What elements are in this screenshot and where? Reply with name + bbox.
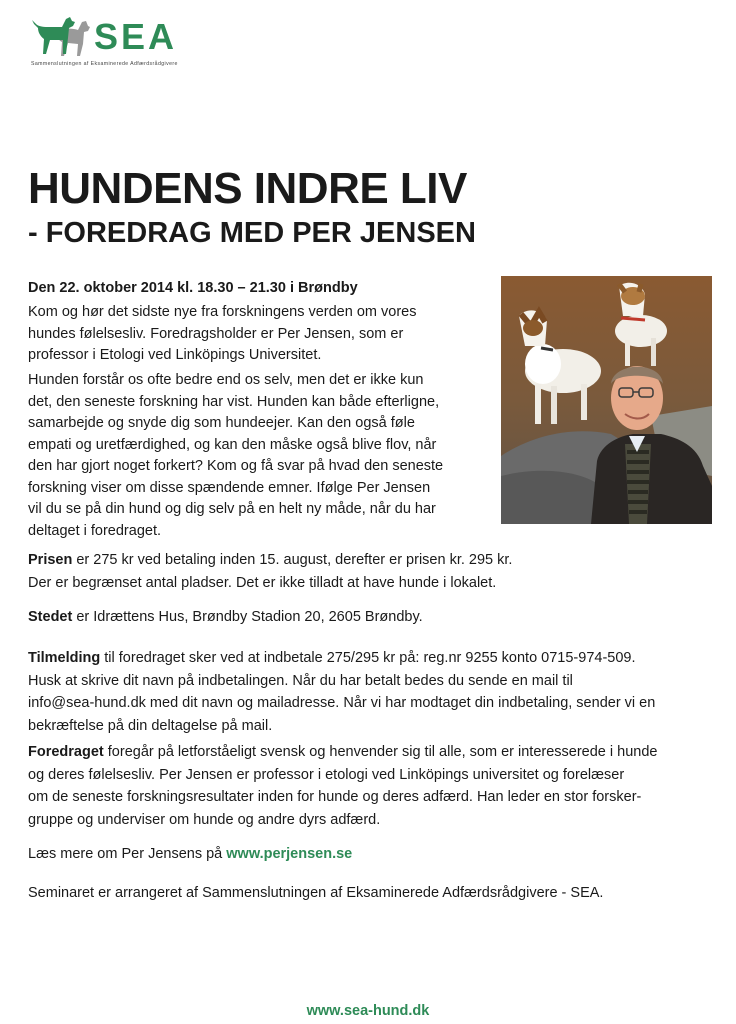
dogs-logo-icon [28,10,92,60]
event-date: Den 22. oktober 2014 kl. 18.30 – 21.30 i Brøndby [28,280,358,296]
lecture-paragraph [28,741,718,831]
price-text: er 275 kr ved betaling inden 15. august, derefter er prisen kr. 295 kr. [72,552,513,568]
place-label: Stedet [28,609,73,625]
intro-line: empati og uretfærdighed, og kan den måske også blive flov, når [28,436,437,453]
read-more-paragraph [28,843,718,866]
lecture-text: og deres følelsesliv. Per Jensen er professor i etologi ved Linköpings universitet og forelæser [28,766,625,783]
intro-line: deltaget i foredraget. [28,522,162,539]
lecture-label: Foredraget [28,744,104,760]
page-subtitle: - FOREDRAG MED PER JENSEN [28,217,476,249]
intro-line: hundes følelsesliv. Foredragsholder er Per Jensen, som er [28,325,404,342]
price-text: Der er begrænset antal pladser. Det er ikke tilladt at have hunde i lokalet. [28,574,497,591]
signup-label: Tilmelding [28,650,101,666]
signup-text: info@sea-hund.dk med dit navn og mailadresse. Når vi har modtaget din indbetaling, sender vi en [28,695,656,711]
intro-line: forskning viser om disse spændende emner. Ifølge Per Jensen [28,479,431,496]
page-title: HUNDENS INDRE LIV [28,164,467,213]
read-more-text: Læs mere om Per Jensens på [28,846,227,862]
intro-line: det, den seneste forskning har vist. Hunden kan både efterligne, [28,393,440,410]
lecture-text: gruppe og underviser om hunde og andre dyrs adfærd. [28,811,381,828]
intro-line: samarbejde og snyde dig som hundeejer. Kan den også føle [28,415,415,431]
signup-text: Husk at skrive dit navn på indbetalingen. Når du har betalt bedes du sende en mail til [28,672,573,689]
lecture-text: foregår på letforståeligt svensk og henvender sig til alle, som er interesserede i hunde [103,744,658,760]
perjensen-link[interactable]: www.perjensen.se [226,846,353,862]
price-paragraph [28,549,718,594]
signup-text: bekræftelse på din deltagelse på mail. [28,717,273,734]
place-text: er Idrættens Hus, Brøndby Stadion 20, 2605 Brøndby. [72,609,423,625]
intro-paragraph-1 [28,302,498,367]
place-paragraph [28,606,718,629]
intro-paragraph-2 [28,370,498,542]
intro-line: professor i Etologi ved Linköpings Universitet. [28,347,322,363]
intro-line: Hunden forstår os ofte bedre end os selv, men det er ikke kun [28,372,424,388]
signup-text: til foredraget sker ved at indbetale 275/295 kr på: reg.nr 9255 konto 0715-974-509. [100,650,636,666]
arranged-paragraph: Seminaret er arrangeret af Sammenslutningen af Eksaminerede Adfærdsrådgivere - SEA. [28,885,604,901]
price-label: Prisen [28,552,73,568]
signup-paragraph [28,647,718,737]
lecture-text: om de seneste forskningsresultater inden for hunde og deres adfærd. Han leder en stor forsker- [28,789,642,805]
footer-website-link[interactable]: www.sea-hund.dk [306,1003,430,1019]
photo-man-with-dogs-icon [501,276,712,524]
intro-line: den har gjort noget forkert? Kom og få svar på hvad den seneste [28,458,444,474]
logo-wordmark: SEA [94,16,178,57]
speaker-photo [501,276,712,524]
logo-subtitle: Sammenslutningen af Eksaminerede Adfærdsrådgivere [31,61,178,67]
intro-line: vil du se på din hund og dig selv på en helt ny måde, når du har [28,501,436,517]
intro-line: Kom og hør det sidste nye fra forskningens verden om vores [28,304,417,320]
sea-logo [28,10,214,68]
